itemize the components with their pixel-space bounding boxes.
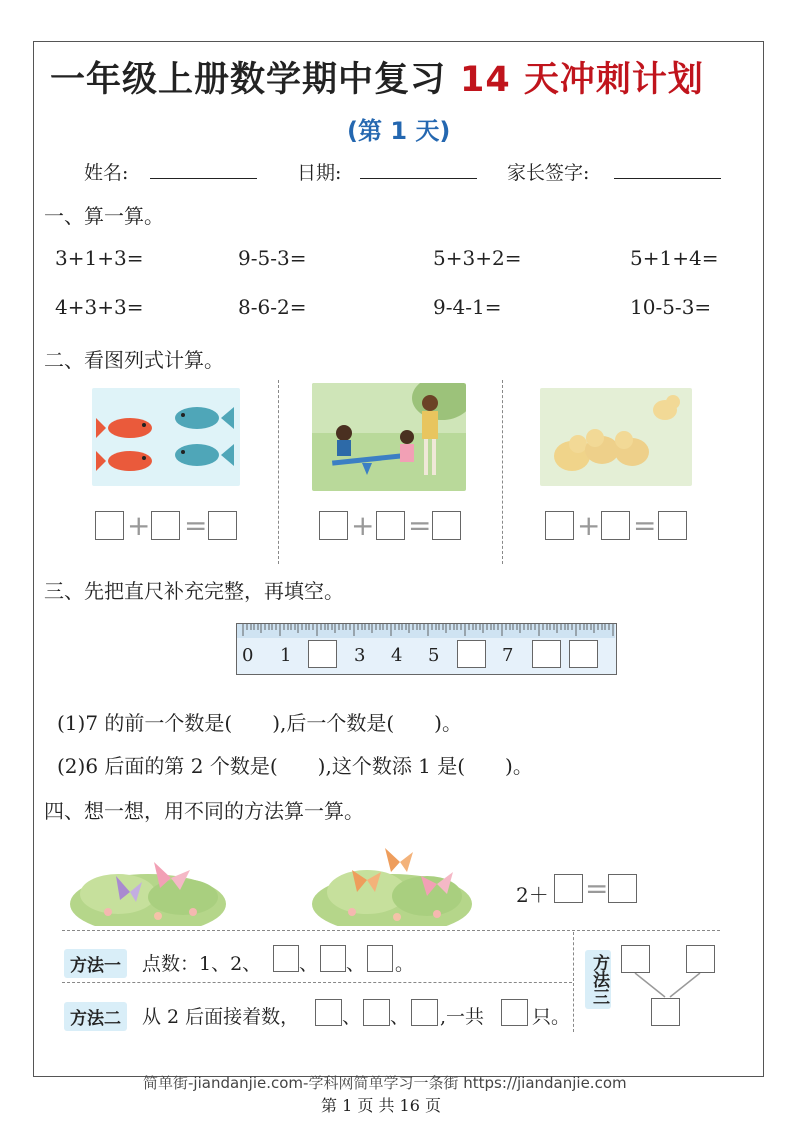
answer-box[interactable] bbox=[658, 511, 687, 540]
question-1: (1)7 的前一个数是( ),后一个数是( )。 bbox=[57, 711, 462, 735]
ruler-answer-box[interactable] bbox=[457, 640, 486, 668]
name-field[interactable] bbox=[150, 178, 257, 179]
equals-sign: = bbox=[633, 509, 657, 542]
sign-field[interactable] bbox=[614, 178, 721, 179]
answer-box[interactable] bbox=[411, 999, 438, 1026]
plus-sign: + bbox=[577, 509, 601, 542]
answer-box[interactable] bbox=[363, 999, 390, 1026]
equals-sign: = bbox=[585, 872, 609, 905]
separator: 、 bbox=[390, 1006, 410, 1028]
split-box-right[interactable] bbox=[686, 945, 715, 973]
split-box-left[interactable] bbox=[621, 945, 650, 973]
plus-sign: + bbox=[127, 509, 151, 542]
separator: 、 bbox=[299, 953, 319, 975]
method2-text: 从 2 后面接着数， bbox=[142, 1006, 300, 1028]
method2-end: 只。 bbox=[532, 1006, 571, 1028]
sign-label: 家长签字: bbox=[507, 162, 590, 184]
split-box-total[interactable] bbox=[651, 998, 680, 1026]
section1-heading: 一、算一算。 bbox=[44, 204, 164, 228]
divider bbox=[62, 930, 720, 931]
ruler-number: 5 bbox=[428, 645, 440, 666]
ruler-answer-box[interactable] bbox=[308, 640, 337, 668]
separator: 、 bbox=[342, 1006, 362, 1028]
page-number: 第 1 页 共 16 页 bbox=[321, 1096, 441, 1115]
divider bbox=[278, 380, 279, 564]
answer-box[interactable] bbox=[554, 874, 583, 903]
equation: 9-5-3= bbox=[238, 246, 307, 270]
footer-source: 简单街-jiandanjie.com-学科网简单学习一条街 https://jiandanjie.com bbox=[143, 1074, 627, 1092]
answer-box[interactable] bbox=[208, 511, 237, 540]
ruler-number: 1 bbox=[280, 645, 292, 666]
mother-icon bbox=[422, 395, 438, 475]
equation: 10-5-3= bbox=[630, 295, 712, 319]
equation: 4+3+3= bbox=[55, 295, 144, 319]
section2-heading: 二、看图列式计算。 bbox=[44, 348, 224, 372]
chick-icon bbox=[615, 431, 649, 466]
bush-butterflies-picture bbox=[48, 842, 248, 926]
chick-icon bbox=[554, 435, 590, 471]
boy-icon bbox=[336, 425, 352, 456]
blue-fish-icon bbox=[175, 407, 234, 429]
page-title bbox=[50, 52, 704, 102]
ruler-number: 7 bbox=[502, 645, 514, 666]
equals-sign: = bbox=[184, 509, 208, 542]
method1-end: 。 bbox=[395, 953, 415, 975]
answer-box[interactable] bbox=[320, 945, 346, 972]
divider bbox=[573, 932, 574, 1032]
answer-box[interactable] bbox=[95, 511, 124, 540]
red-fish-icon bbox=[96, 451, 152, 471]
equation: 5+1+4= bbox=[630, 246, 719, 270]
answer-box[interactable] bbox=[319, 511, 348, 540]
blue-fish-icon bbox=[175, 444, 234, 466]
equation: 8-6-2= bbox=[238, 295, 307, 319]
method2-total: ,一共 bbox=[440, 1006, 485, 1028]
name-label: 姓名: bbox=[84, 162, 129, 184]
red-fish-icon bbox=[96, 418, 152, 438]
day-label: (第 1 天) bbox=[347, 117, 451, 145]
answer-box[interactable] bbox=[273, 945, 299, 972]
ruler-answer-box[interactable] bbox=[569, 640, 598, 668]
plus-sign: + bbox=[351, 509, 375, 542]
separator: 、 bbox=[346, 953, 366, 975]
question-2: (2)6 后面的第 2 个数是( ),这个数添 1 是( )。 bbox=[57, 754, 533, 778]
answer-box[interactable] bbox=[601, 511, 630, 540]
chick-icon bbox=[585, 429, 619, 464]
equals-sign: = bbox=[408, 509, 432, 542]
girl-icon bbox=[400, 430, 414, 462]
answer-box[interactable] bbox=[501, 999, 528, 1026]
ruler-answer-box[interactable] bbox=[532, 640, 561, 668]
split-lines bbox=[621, 973, 716, 999]
answer-box[interactable] bbox=[315, 999, 342, 1026]
chicks-picture bbox=[540, 388, 692, 486]
equation: 3+1+3= bbox=[55, 246, 144, 270]
fish-picture bbox=[92, 388, 240, 486]
children-seesaw-picture bbox=[312, 383, 466, 491]
title-main: 一年级上册数学期中复习 bbox=[50, 60, 447, 100]
equation-prefix: 2＋ bbox=[516, 883, 549, 907]
divider bbox=[62, 982, 572, 983]
answer-box[interactable] bbox=[151, 511, 180, 540]
orange-butterfly-icon bbox=[385, 848, 413, 872]
section4-heading: 四、想一想，用不同的方法算一算。 bbox=[44, 799, 364, 823]
ruler-number: 0 bbox=[242, 645, 254, 666]
date-label: 日期: bbox=[297, 162, 342, 184]
answer-box[interactable] bbox=[376, 511, 405, 540]
ruler-ticks bbox=[237, 624, 615, 638]
section3-heading: 三、先把直尺补充完整，再填空。 bbox=[44, 579, 344, 603]
method1-text: 点数：1、2、 bbox=[142, 953, 262, 975]
ruler-number: 3 bbox=[354, 645, 366, 666]
answer-box[interactable] bbox=[367, 945, 393, 972]
bush-butterflies-picture bbox=[297, 842, 497, 926]
answer-box[interactable] bbox=[545, 511, 574, 540]
equation: 9-4-1= bbox=[433, 295, 502, 319]
chick-icon bbox=[653, 395, 680, 420]
title-red: 14 天冲刺计划 bbox=[460, 60, 704, 100]
method1-tag: 方法一 bbox=[64, 949, 127, 978]
method3-tag: 方法三 bbox=[585, 950, 611, 1009]
answer-box[interactable] bbox=[432, 511, 461, 540]
method2-tag: 方法二 bbox=[64, 1002, 127, 1031]
divider bbox=[502, 380, 503, 564]
answer-box[interactable] bbox=[608, 874, 637, 903]
equation: 5+3+2= bbox=[433, 246, 522, 270]
ruler-number: 4 bbox=[391, 645, 403, 666]
date-field[interactable] bbox=[360, 178, 477, 179]
